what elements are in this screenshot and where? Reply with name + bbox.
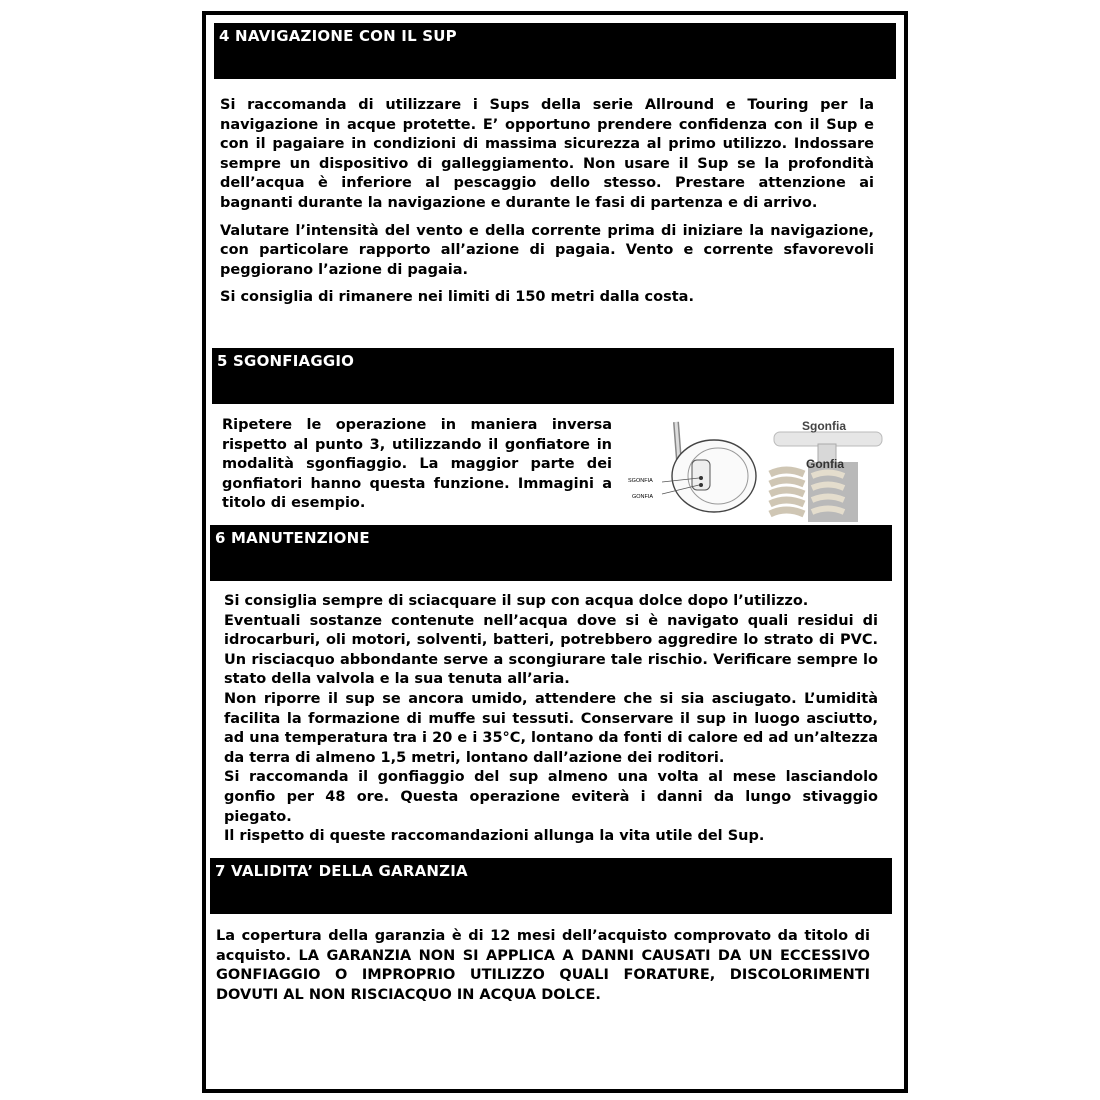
figure-label-gonfia: GONFIA [632,494,654,500]
paragraph: La copertura della garanzia è di 12 mesi dell’acquisto comprovato da titolo di acquisto. LA GARANZIA NON SI APPLICA A DANNI CAUSATI DA UN ECCESSIVO GONFIAGGIO O IMPROPRIO UTILIZZO QUALI FORATURE, DISCOLORIMENTI DOVUTI AL NON RISCIACQUO IN ACQUA DOLCE. [216,928,870,1003]
pump-diagram-figure [626,412,762,524]
paragraph: Il rispetto di queste raccomandazioni allunga la vita utile del Sup. [224,828,765,845]
paragraph: Si consiglia di rimanere nei limiti di 150 metri dalla costa. [220,289,694,306]
paragraph: Ripetere le operazione in maniera inversa rispetto al punto 3, utilizzando il gonfiatore in modalità sgonfiaggio. La maggior parte dei gonfiatori hanno questa funzione. Immagini a titolo di esempio. [222,417,612,512]
section-header-manutenzione: 6 MANUTENZIONE [210,525,892,581]
section-header-navigazione: 4 NAVIGAZIONE CON IL SUP [214,23,896,79]
paragraph: Non riporre il sup se ancora umido, attendere che si sia asciugato. L’umidità facilita la formazione di muffe sui tessuti. Conservare il sup in luogo asciutto, ad una temperatura tra i 20 e i 35°C, lontano da fonti di calore ed ad un’altezza da terra di almeno 1,5 metri, lontano dall’azione dei roditori. [224,690,878,766]
paragraph: Valutare l’intensità del vento e della corrente prima di iniziare la navigazione, con particolare rapporto all’azione di pagaia. Vento e corrente sfavorevoli peggiorano l’azione di pagaia. [220,222,874,278]
figure-label-sgonfia-handle: Sgonfia [802,419,846,433]
section-body-sgonfiaggio [222,416,612,522]
paragraph: Si raccomanda il gonfiaggio del sup almeno una volta al mese lasciandolo gonfio per 48 ore. Questa operazione eviterà i danni da lungo stivaggio piegato. [224,769,878,825]
pump-handle-figure [768,414,888,522]
paragraph: Si raccomanda di utilizzare i Sups della serie Allround e Touring per la navigazione in acque protette. E’ opportuno prendere confidenza con il Sup e con il pagaiare in condizioni di massima sicurezza al primo utilizzo. Indossare sempre un dispositivo di galleggiamento. Non usare il Sup se la profondità dell’acqua è inferiore al pescaggio dello stesso. Prestare attenzione ai bagnanti durante la navigazione e durante le fasi di partenza e di arrivo. [220,97,874,211]
figure-label-sgonfia: SGONFIA [628,478,653,484]
section-body-garanzia [216,927,870,1013]
section-body-manutenzione [224,592,878,847]
figure-label-gonfia-handle: Gonfia [806,457,844,471]
section-body-navigazione [220,96,874,316]
section-header-sgonfiaggio: 5 SGONFIAGGIO [212,348,894,404]
paragraph: Si consiglia sempre di sciacquare il sup con acqua dolce dopo l’utilizzo. [224,593,809,609]
paragraph: Eventuali sostanze contenute nell’acqua dove si è navigato quali residui di idrocarburi, oli motori, solventi, batteri, potrebbero aggredire lo strato di PVC. Un risciacquo abbondante serve a scongiurare tale rischio. Verificare sempre lo stato della valvola e la sua tenuta all’aria. [224,612,878,688]
section-header-garanzia: 7 VALIDITA’ DELLA GARANZIA [210,858,892,914]
